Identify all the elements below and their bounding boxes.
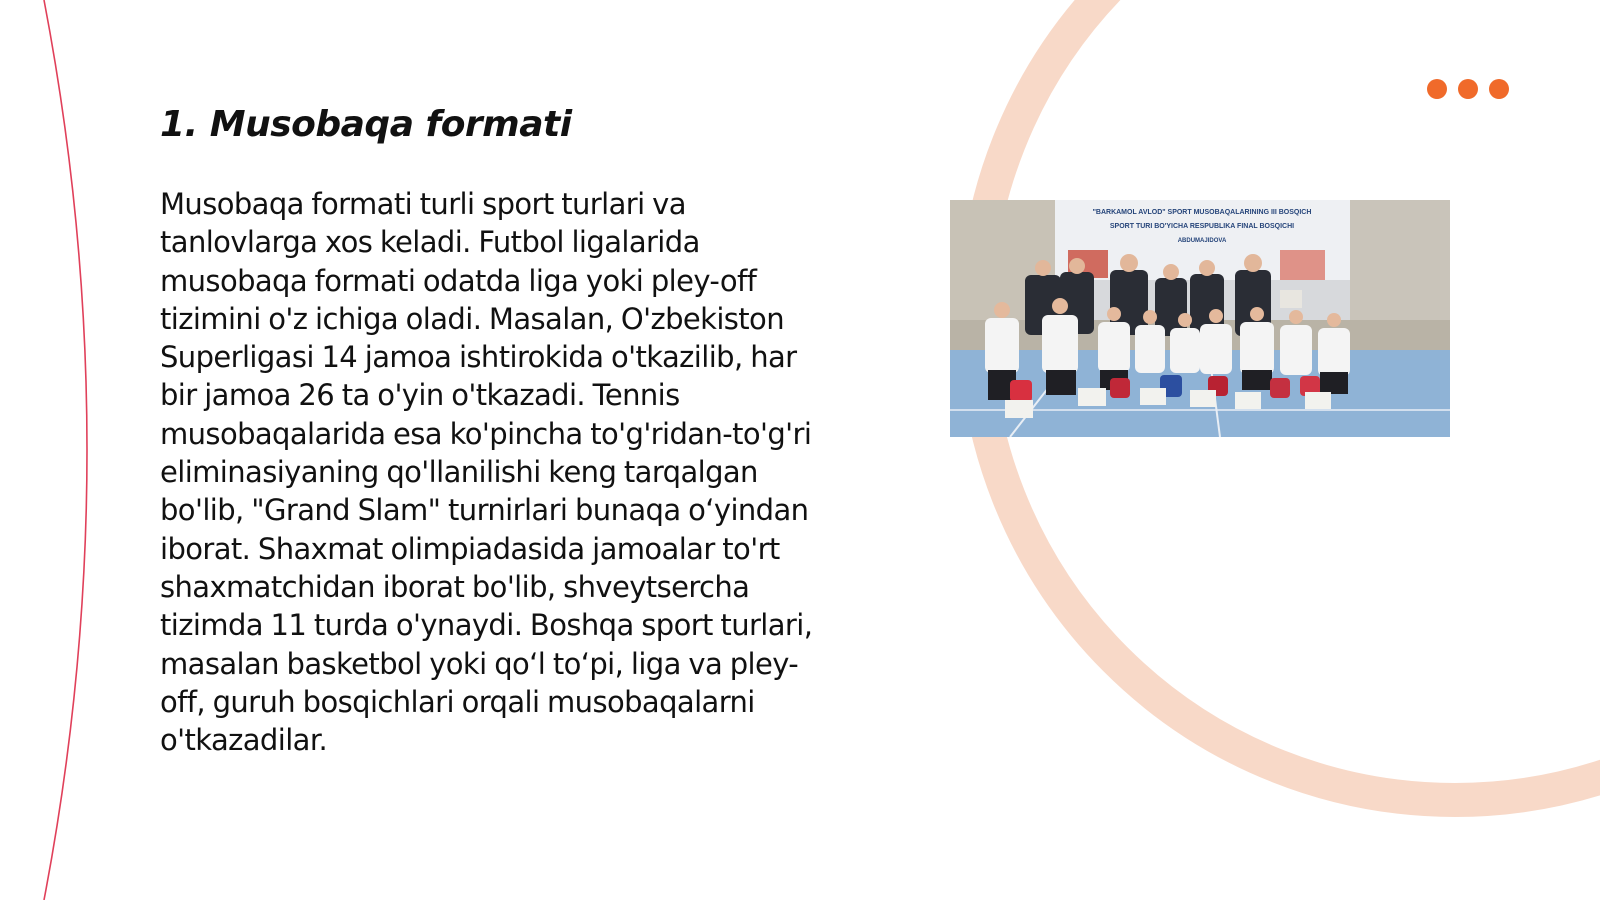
banner-line: SPORT TURI BO'YICHA RESPUBLIKA FINAL BOSQICHI xyxy=(1109,223,1295,230)
slide-paragraph: Musobaqa formati turli sport turlari va tanlovlarga xos keladi. Futbol ligalarida musobaqa formati odatda liga yoki pley-off tizimini o'z ichiga oladi. Masalan, O'zbekiston Superligasi 14 jamoa ishtirokida o'tkazilib, har bir jamoa 26 ta o'yin o'tkazadi. Tennis musobaqalarida esa ko'pincha to'g'ridan-to'g'ri eliminasiyaning qo'llanilishi keng tarqalgan bo'lib, "Grand Slam" turnirlari bunaqa o‘yindan iborat. Shaxmat olimpiadasida jamoalar to'rt shaxmatchidan iborat bo'lib, shveytsercha tizimda 11 turda o'ynaydi. Boshqa sport turlari, masalan basketbol yoki qo‘l to‘pi, liga va pley-off, guruh bosqichlari orqali musobaqalarni o'tkazadilar. xyxy=(160,187,813,758)
banner-line: ABDUMAJIDOVA xyxy=(1177,238,1227,244)
slide-heading: 1. Musobaqa formati xyxy=(160,104,572,145)
team-photo xyxy=(950,200,1450,437)
dot xyxy=(1427,79,1447,99)
banner-line: "BARKAMOL AVLOD" SPORT MUSOBAQALARINING III BOSQICH xyxy=(1092,209,1312,216)
dot xyxy=(1489,79,1509,99)
left-red-curve xyxy=(44,0,87,900)
more-dots-icon xyxy=(1427,79,1509,99)
dot xyxy=(1458,79,1478,99)
